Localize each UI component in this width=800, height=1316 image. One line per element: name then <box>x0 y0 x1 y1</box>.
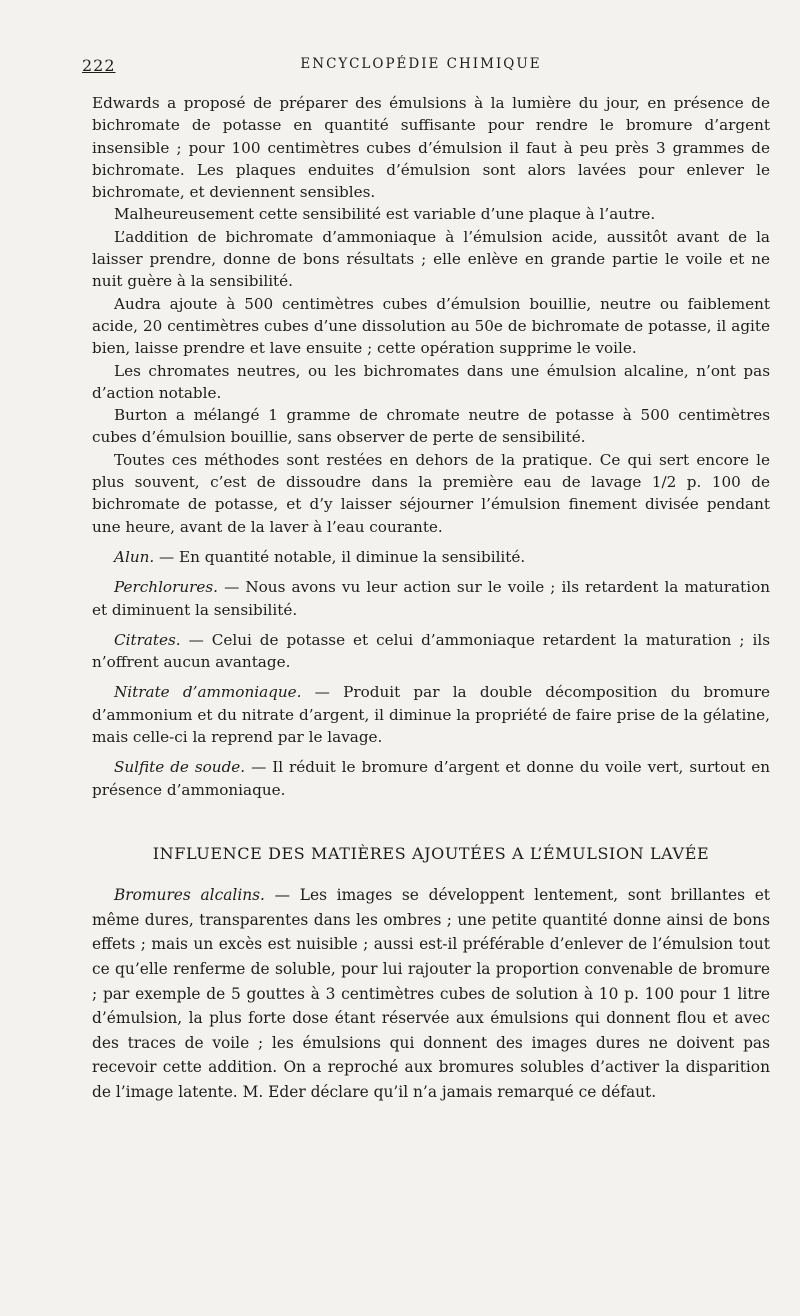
entry-text: — Nous avons vu leur action sur le voile ; ils retardent la maturation et diminuent la sensibilité. <box>92 578 770 619</box>
entry-sulfite <box>92 756 770 801</box>
entry-bromures <box>92 883 770 1104</box>
running-title: ENCYCLOPÉDIE CHIMIQUE <box>300 56 542 72</box>
entry-perchlorures <box>92 576 770 621</box>
entry-text: — Il réduit le bromure d’argent et donne du voile vert, surtout en présence d’ammoniaque. <box>92 758 771 799</box>
paragraph: Toutes ces méthodes sont restées en dehors de la pratique. Ce qui sert encore le plus souvent, c’est de dissoudre dans la première eau de lavage 1/2 p. 100 de bichromate de potasse, et d’y laisser séjourner l’émulsion finement divisée pendant une heure, avant de la laver à l’eau courante. <box>92 450 770 536</box>
entry-term: Perchlorures. <box>114 578 218 597</box>
entry-text: — Produit par la double décomposition du bromure d’ammonium et du nitrate d’argent, il diminue la propriété de faire prise de la gélatine, mais celle-ci la reprend par le lavage. <box>92 683 770 747</box>
entry-term: Alun. <box>114 547 155 566</box>
page-header <box>82 56 760 80</box>
entry-text: — Les images se développent lentement, sont brillantes et même dures, transparentes dans les ombres ; une petite quantité donne ainsi de bons effets ; mais un excès est nuisible ; aussi est-il préférable d’enlever de l’émulsion tout ce qu’elle renferme de soluble, pour lui rajouter la proportion convenable de bromure ; par exemple de 5 gouttes à 3 centimètres cubes de solution à 10 p. 100 pour 1 litre d’émulsion, la plus forte dose étant réservée aux émulsions qui donnent flou et avec des traces de voile ; les émulsions qui donnent des images dures ne doivent pas recevoir cette addition. On a reproché aux bromures solubles d’activer la disparition de l’image latente. M. Eder déclare qu’il n’a jamais remarqué ce défaut. <box>92 886 770 1101</box>
entry-citrates <box>92 629 770 674</box>
entry-nitrate <box>92 681 770 748</box>
paragraph: Burton a mélangé 1 gramme de chromate neutre de potasse à 500 centimètres cubes d’émulsion bouillie, sans observer de perte de sensibilité. <box>92 406 770 447</box>
entry-text: — Celui de potasse et celui d’ammoniaque retardent la maturation ; ils n’offrent aucun avantage. <box>92 630 770 672</box>
paragraph: Les chromates neutres, ou les bichromates dans une émulsion alcaline, n’ont pas d’action notable. <box>92 361 770 402</box>
paragraph: Audra ajoute à 500 centimètres cubes d’émulsion bouillie, neutre ou faiblement acide, 20 centimètres cubes d’une dissolution au 50e de bichromate de potasse, il agite bien, laisse prendre et lave ensuite ; cette opération supprime le voile. <box>92 294 770 358</box>
page-number: 222 <box>82 56 116 75</box>
entry-alun <box>92 546 770 568</box>
paragraph: L’addition de bichromate d’ammoniaque à l’émulsion acide, aussitôt avant de la laisser prendre, donne de bons résultats ; elle enlève en grande partie le voile et ne nuit guère à la sensibilité. <box>92 227 770 291</box>
paragraph: Malheureusement cette sensibilité est variable d’une plaque à l’autre. <box>114 205 656 224</box>
entry-term: Nitrate d’ammoniaque. <box>114 683 302 702</box>
entry-term: Bromures alcalins. <box>114 886 265 905</box>
section-title: INFLUENCE DES MATIÈRES AJOUTÉES A L’ÉMULSION LAVÉE <box>152 843 710 863</box>
body-text <box>92 92 770 1105</box>
entry-term: Sulfite de soude. <box>114 758 246 777</box>
entry-term: Citrates. <box>114 630 181 649</box>
entry-text: — En quantité notable, il diminue la sensibilité. <box>154 547 526 566</box>
paragraph: Edwards a proposé de préparer des émulsions à la lumière du jour, en présence de bichromate de potasse en quantité suffisante pour rendre le bromure d’argent insensible ; pour 100 centimètres cubes d’émulsion il faut à peu près 3 grammes de bichromate. Les plaques enduites d’émulsion sont alors lavées pour enlever le bichromate, et deviennent sensibles. <box>92 94 770 202</box>
